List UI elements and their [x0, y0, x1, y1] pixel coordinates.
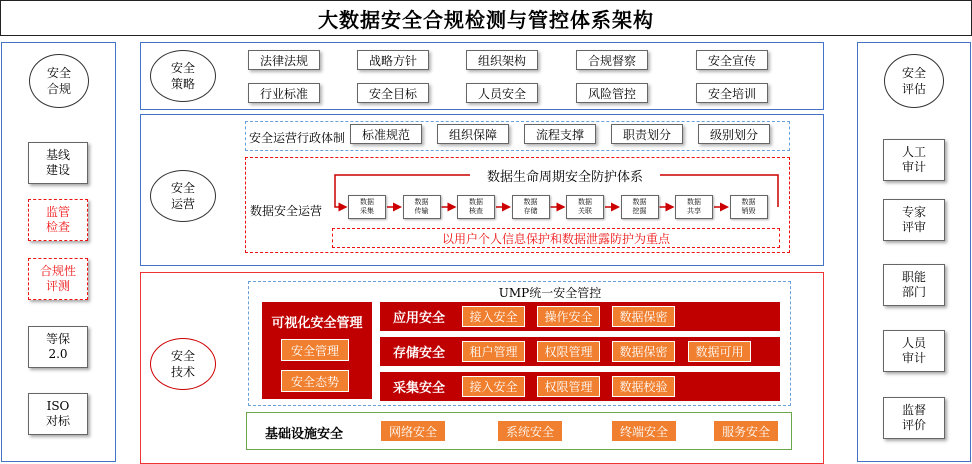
tech-row-2-item-0: 接入安全	[462, 376, 525, 397]
left-item-4: ISO 对标	[28, 393, 88, 435]
lifecycle-title: 数据生命周期安全防护体系	[470, 166, 660, 184]
right-item-3: 人员 审计	[883, 330, 945, 372]
data-ops-label: 数据安全运营	[249, 203, 322, 218]
right-item-0: 人工 审计	[883, 139, 945, 181]
tech-row-1-item-2: 数据保密	[612, 341, 675, 362]
tech-row-1-item-1: 权限管理	[537, 341, 600, 362]
right-item-4: 监督 评价	[883, 397, 945, 439]
lifecycle-stage-1: 数据 传输	[403, 195, 441, 219]
tech-row-0-item-2: 数据保密	[612, 306, 675, 327]
lifecycle-stage-6: 数据 共享	[675, 195, 713, 219]
tech-row-0-item-0: 接入安全	[462, 306, 525, 327]
ump-title: UMP统一安全管控	[498, 285, 602, 300]
lifecycle-stage-2: 数据 核查	[457, 195, 495, 219]
visual-management-title: 可视化安全管理	[271, 315, 363, 331]
oval-security-strategy: 安全 策略	[150, 50, 216, 102]
tech-row-2-item-2: 数据校验	[612, 376, 675, 397]
tech-row-1-item-0: 租户管理	[462, 341, 525, 362]
oval-security-technology: 安全 技术	[150, 338, 216, 390]
strategy-row1-item-4: 安全宣传	[696, 50, 768, 70]
infrastructure-label: 基础设施安全	[264, 426, 343, 442]
lifecycle-stage-4: 数据 关联	[566, 195, 604, 219]
right-item-2: 职能 部门	[883, 264, 945, 306]
lifecycle-stage-7: 数据 销毁	[730, 195, 768, 219]
strategy-row1-item-2: 组织架构	[466, 50, 538, 70]
admin-item-0: 标准规范	[350, 124, 422, 144]
strategy-row1-item-1: 战略方针	[357, 50, 429, 70]
infra-item-0: 网络安全	[380, 420, 446, 442]
strategy-row1-item-0: 法律法规	[248, 50, 320, 70]
left-item-2: 合规性 评测	[28, 258, 88, 300]
infra-item-3: 服务安全	[713, 420, 779, 442]
admin-item-3: 职责划分	[611, 124, 683, 144]
visual-item-management: 安全管理	[281, 339, 349, 361]
oval-security-assessment: 安全 评估	[884, 54, 944, 108]
tech-row-label-2: 采集安全	[392, 381, 445, 396]
strategy-row2-item-4: 安全培训	[696, 83, 768, 103]
infra-item-2: 终端安全	[611, 420, 677, 442]
left-item-0: 基线 建设	[28, 142, 88, 184]
tech-row-1-item-3: 数据可用	[688, 341, 751, 362]
visual-item-posture: 安全态势	[281, 370, 349, 392]
tech-row-0-item-1: 操作安全	[537, 306, 600, 327]
tech-row-label-1: 存储安全	[392, 346, 445, 361]
strategy-row2-item-0: 行业标准	[248, 83, 320, 103]
oval-security-compliance: 安全 合规	[29, 54, 89, 108]
lifecycle-stage-5: 数据 挖掘	[621, 195, 659, 219]
admin-item-1: 组织保障	[437, 124, 509, 144]
lifecycle-stage-3: 数据 存储	[512, 195, 550, 219]
left-item-1: 监管 检查	[28, 199, 88, 241]
infra-item-1: 系统安全	[497, 420, 563, 442]
admin-system-label: 安全运营行政体制	[248, 130, 345, 145]
oval-security-operations: 安全 运营	[150, 170, 216, 222]
tech-row-2-item-1: 权限管理	[537, 376, 600, 397]
page-title: 大数据安全合规检测与管控体系架构	[0, 0, 972, 36]
strategy-row2-item-1: 安全目标	[357, 83, 429, 103]
tech-row-label-0: 应用安全	[392, 311, 445, 326]
strategy-row1-item-3: 合规督察	[576, 50, 648, 70]
lifecycle-stage-0: 数据 采集	[348, 195, 386, 219]
right-item-1: 专家 评审	[883, 199, 945, 241]
left-item-3: 等保 2.0	[28, 326, 88, 368]
strategy-row2-item-3: 风险管控	[576, 83, 648, 103]
strategy-row2-item-2: 人员安全	[466, 83, 538, 103]
admin-item-4: 级别划分	[698, 124, 770, 144]
admin-item-2: 流程支撑	[524, 124, 596, 144]
focus-banner: 以用户个人信息保护和数据泄露防护为重点	[332, 228, 780, 248]
